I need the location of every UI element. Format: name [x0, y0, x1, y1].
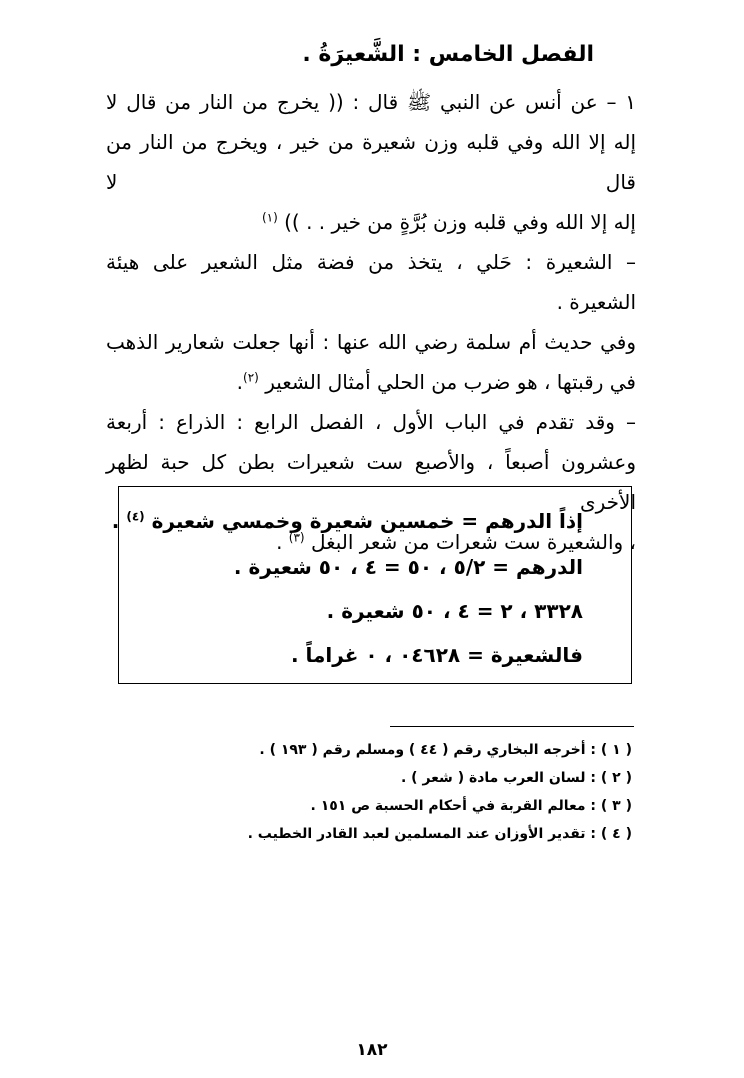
paragraph-umm-salama: [106, 322, 636, 402]
box-line: [112, 509, 583, 533]
box-line: الدرهم = ٥/٢ ، ٥٠ = ٤ ، ٥٠ شعيرة .: [233, 555, 583, 579]
box-line: فالشعيرة = ٠٤٦٢٨ ، ٠ غراماً .: [290, 643, 583, 667]
footnote-ref: (٣): [288, 530, 305, 545]
text-segment: .: [236, 370, 243, 394]
text-segment: ، والشعيرة ست شعرات من شعر البغل: [310, 530, 636, 554]
footnote-divider: [390, 726, 634, 727]
text-segment: إذاً الدرهم = خمسين شعيرة وخمسي شعيرة: [151, 509, 583, 533]
text-line: إله إلا الله وفي قلبه وزن شعيرة من خير ، ويخرج من النار من قال لا: [106, 130, 636, 194]
text-line: وعشرون أصبعاً ، والأصبع ست شعيرات بطن كل حبة لظهر الأخرى: [106, 450, 636, 514]
footnote-ref: (٢): [243, 370, 259, 385]
text-line: [106, 202, 636, 242]
text-segment: في رقبتها ، هو ضرب من الحلي أمثال الشعير: [265, 370, 636, 394]
text-line: الشعيرة .: [556, 290, 636, 314]
footnote-item: ( ٢ ) : لسان العرب مادة ( شعر ) .: [400, 770, 632, 786]
page-number: ١٨٢: [356, 1040, 388, 1060]
text-line: – الشعيرة : حَلي ، يتخذ من فضة مثل الشعير على هيئة: [106, 250, 636, 274]
text-line: [106, 362, 636, 402]
footnotes: [248, 736, 632, 848]
box-line: ٣٣٢٨ ، ٢ = ٤ ، ٥٠ شعيرة .: [326, 599, 583, 623]
text-segment: .: [276, 530, 283, 554]
footnote-ref: (١): [261, 210, 278, 225]
footnote-item: ( ٣ ) : معالم القربة في أحكام الحسبة ص ١٥١ .: [310, 798, 632, 814]
footnote-item: ( ٤ ) : تقدير الأوزان عند المسلمين لعبد القادر الخطيب .: [247, 826, 632, 842]
calculation-box: [111, 486, 632, 684]
paragraph-definition: [106, 242, 636, 322]
footnote-item: ( ١ ) : أخرجه البخاري رقم ( ٤٤ ) ومسلم رقم ( ١٩٣ ) .: [259, 742, 632, 758]
text-line: وفي حديث أم سلمة رضي الله عنها : أنها جعلت شعارير الذهب: [106, 330, 636, 354]
paragraph-hadith: [106, 82, 636, 242]
chapter-heading: الفصل الخامس : الشَّعيرَةُ .: [302, 42, 594, 67]
text-segment: إله إلا الله وفي قلبه وزن بُرَّةٍ من خير . . )): [284, 210, 636, 234]
text-line: ١ – عن أنس عن النبي ﷺ قال : (( يخرج من النار من قال لا: [106, 90, 636, 114]
text-segment: .: [111, 509, 120, 533]
footnote-ref: (٤): [126, 509, 145, 524]
text-line: – وقد تقدم في الباب الأول ، الفصل الرابع : الذراع : أربعة: [106, 410, 636, 434]
